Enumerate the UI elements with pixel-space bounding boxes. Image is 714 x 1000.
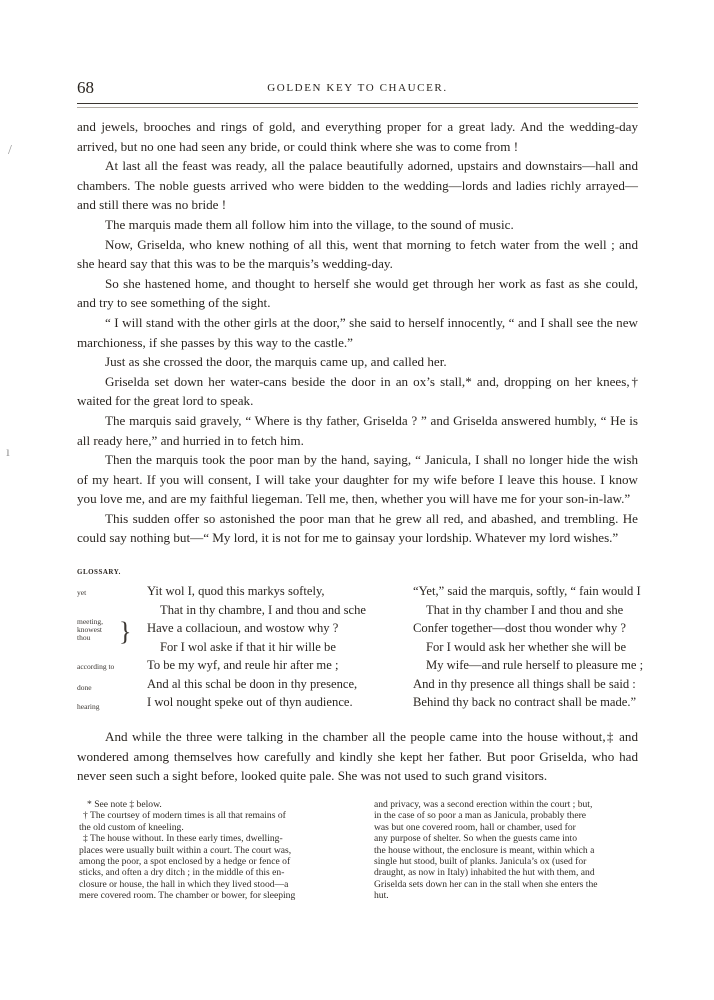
paragraph: Just as she crossed the door, the marquis came up, and called her. (105, 354, 447, 370)
header-rule (77, 103, 638, 104)
glossary-title: GLOSSARY. (77, 568, 121, 576)
footnote-line: was but one covered room, hall or chamber, used for (374, 821, 576, 833)
verse-line: Confer together—dost thou wonder why ? (413, 621, 626, 635)
header-rule-thin (77, 107, 638, 108)
verse-line: My wife—and rule herself to pleasure me ; (426, 658, 644, 672)
paragraph: Griselda set down her water-cans beside the door in an ox’s stall,* and, dropping on her knees,† waited for the great lord to speak. (77, 373, 638, 409)
glossary-entry: thou (77, 633, 91, 642)
footnote-line: Griselda sets down her can in the stall when she enters the (374, 878, 598, 890)
footnote-line: in the case of so poor a man as Janicula, probably there (374, 810, 587, 822)
body-text-after-verse (77, 727, 638, 786)
body-text (77, 117, 638, 548)
footnote-line: † The courtsey of modern times is all that remains of (83, 810, 286, 822)
footnote-line: places were usually built within a court. The court was, (79, 844, 292, 856)
paragraph: At last all the feast was ready, all the palace beautifully adorned, upstairs and downstairs—hall and chambers. The noble guests arrived who were bidden to the wedding—lords and ladies richly arrayed—and still there was no bride ! (77, 158, 638, 213)
footnote-line: the old custom of kneeling. (79, 821, 184, 833)
verse-line: And in thy presence all things shall be said : (413, 676, 636, 691)
paragraph: “ I will stand with the other girls at the door,” she said to herself innocently, “ and I shall see the new marchioness, if she passes by this way to the castle.” (77, 314, 638, 350)
paragraph: Then the marquis took the poor man by the hand, saying, “ Janicula, I shall no longer hide the wish of my heart. If you will consent, I will take your daughter for my wife before I leave this house. I know you love me, and are my faithful liegeman. Tell me, then, whether you will have me for your son-in-law.” (77, 452, 638, 507)
verse-line: Yit wol I, quod this markys softely, (147, 584, 325, 598)
verse-line: “Yet,” said the marquis, softly, “ fain would I (413, 584, 641, 598)
footnote-line: closure or house, the hall in which they lived stood—a (79, 878, 289, 890)
footnote-line: the house without, the enclosure is meant, within which a (374, 844, 595, 856)
verse-line: That in thy chamber I and thou and she (426, 602, 624, 617)
verse-line: Have a collacioun, and wostow why ? (147, 621, 339, 635)
paragraph: So she hastened home, and thought to herself she would get through her work as fast as she could, and try to see something of the sight. (77, 275, 638, 311)
page-number: 68 (77, 78, 94, 97)
glossary-entry: done (77, 683, 92, 692)
verse-line: To be my wyf, and reule hir after me ; (147, 658, 339, 672)
margin-mark: ı (6, 445, 10, 460)
glossary-entry: yet (77, 588, 87, 597)
verse-line: For I would ask her whether she will be (426, 639, 627, 654)
footnote-line: sticks, and often a dry ditch ; in the middle of this en- (79, 867, 285, 879)
footnote-line: among the poor, a spot enclosed by a hedge or fence of (79, 856, 291, 868)
footnote-line: any purpose of shelter. So when the guests came into (374, 833, 578, 845)
margin-mark: / (8, 143, 12, 158)
footnote-line: ‡ The house without. In these early times, dwelling- (83, 833, 283, 845)
page-header (77, 78, 638, 98)
paragraph: This sudden offer so astonished the poor man that he grew all red, and abashed, and trembling. He could say nothing but—“ My lord, it is not for me to gainsay your lordship. Whatever my lord wishes.” (77, 510, 638, 546)
footnote-line: single hut stood, built of planks. Janicula’s ox (used for (374, 856, 587, 868)
paragraph: Now, Griselda, who knew nothing of all this, went that morning to fetch water from the well ; and she heard say that this was to be the marquis’s wedding-day. (77, 236, 638, 272)
paragraph: The marquis made them all follow him into the village, to the sound of music. (105, 216, 514, 232)
verse-line: That in thy chambre, I and thou and sche (160, 602, 366, 617)
footnotes-right (374, 799, 646, 902)
footnote-line: * See note ‡ below. (87, 799, 162, 810)
glossary-brace: } (119, 617, 132, 646)
paragraph: and jewels, brooches and rings of gold, and everything proper for a great lady. And the wedding-day arrived, but no one had seen any bride, or could think where she was to come from ! (77, 119, 638, 154)
glossary-entry: meeting, (77, 617, 104, 626)
verse-block (77, 568, 644, 714)
footnote-line: mere covered room. The chamber or bower, for sleeping (79, 890, 296, 902)
footnote-line: draught, as now in Italy) inhabited the hut with them, and (374, 867, 595, 879)
footnotes-left (79, 799, 351, 902)
glossary-entry: hearing (77, 702, 100, 711)
verse-line: And al this schal be doon in thy presence, (147, 676, 358, 691)
glossary-entry: knowest (77, 625, 102, 634)
verse-line: For I wol aske if that it hir wille be (160, 639, 336, 654)
verse-line: I wol nought speke out of thyn audience. (147, 695, 353, 709)
paragraph: The marquis said gravely, “ Where is thy father, Griselda ? ” and Griselda answered humbly, “ He is all ready here,” and hurried in to fetch him. (77, 412, 638, 448)
verse-line: Behind thy back no contract shall be made.” (413, 695, 637, 709)
glossary-entry: according to (77, 662, 115, 671)
footnote-line: and privacy, was a second erection within the court ; but, (374, 799, 593, 810)
running-title: GOLDEN KEY TO CHAUCER. (267, 82, 448, 94)
footnote-line: hut. (374, 890, 389, 902)
paragraph: And while the three were talking in the chamber all the people came into the house without,‡ and wondered among themselves how carefully and kindly she kept her father. But poor Griselda, who had never seen such a sight before, looked quite pale. She was not used to such grand visitors. (77, 729, 638, 784)
